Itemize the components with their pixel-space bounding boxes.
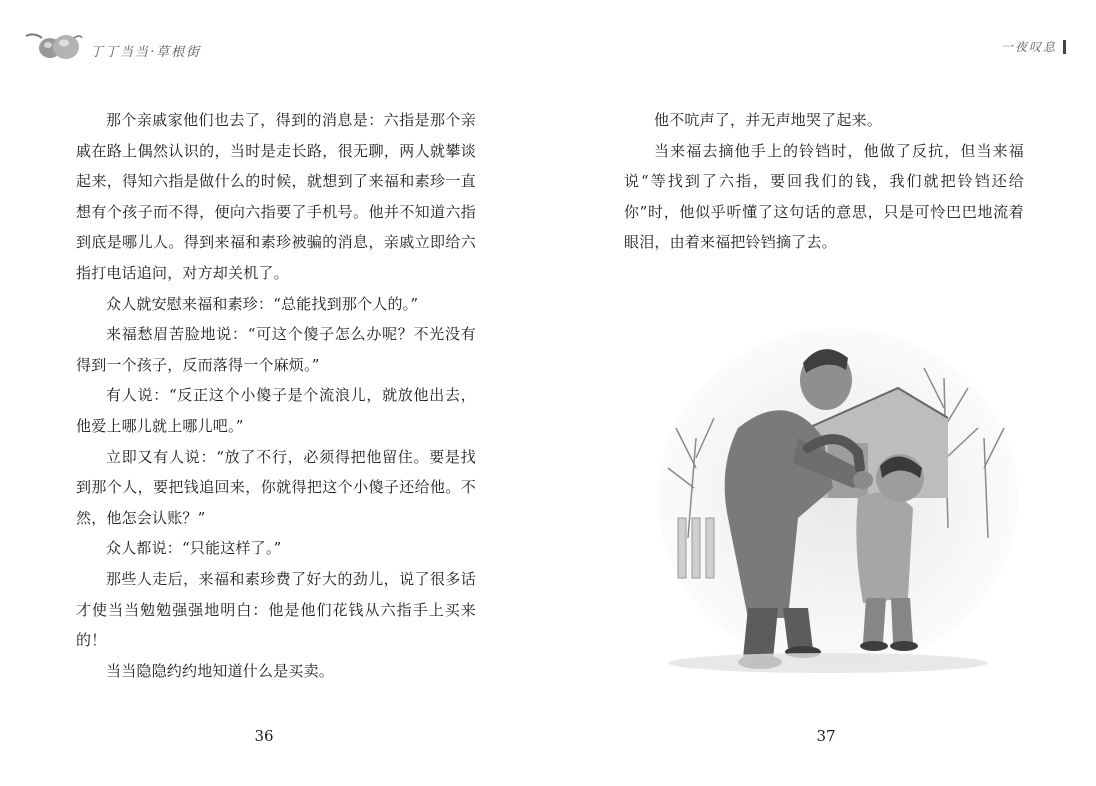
illustration-man-and-child [648,318,1018,678]
right-page [548,0,1096,786]
paragraph: 那个亲戚家他们也去了，得到的消息是：六指是那个亲戚在路上偶然认识的，当时是走长路，很无聊，两人就攀谈起来，得知六指是做什么的时候，就想到了来福和素珍一直想有个孩子而不得，便向六指要了手机号。他并不知道六指到底是哪儿人。得到来福和素珍被骗的消息，亲戚立即给六指打电话追问，对方却关机了。 [76,111,476,282]
paragraph: 他不吭声了，并无声地哭了起来。 [654,111,883,129]
paragraph: 众人就安慰来福和素珍：“总能找到那个人的。” [106,294,419,313]
page-number: 37 [816,727,836,745]
chapter-title: 一夜叹息 [1000,40,1057,54]
gourd-logo-icon [24,30,84,64]
paragraph: 当当隐隐约约地知道什么是买卖。 [106,661,335,680]
paragraph: 那些人走后，来福和素珍费了好大的劲儿，说了很多话才使当当勉勉强强地明白：他是他们花钱从六指手上买来的！ [76,569,476,650]
page-number: 36 [254,727,274,745]
left-text-block [76,105,476,686]
right-text-block [624,105,1024,258]
chapter-header [1001,38,1066,55]
paragraph: 众人都说：“只能这样了。” [106,539,282,558]
paragraph: 立即又有人说：“放了不行，必须得把他留住。要是找到那个人，要把钱追回来，你就得把这个小傻子还给他。不然，他怎会认账？” [76,447,476,527]
paragraph: 当来福去摘他手上的铃铛时，他做了反抗，但当来福说“等找到了六指，要回我们的钱，我们就把铃铛还给你”时，他似乎听懂了这句话的意思，只是可怜巴巴地流着眼泪，由着来福把铃铛摘了去。 [624,141,1024,252]
paragraph: 有人说：“反正这个小傻子是个流浪儿，就放他出去，他爱上哪儿就上哪儿吧。” [76,386,476,435]
paragraph: 来福愁眉苦脸地说：“可这个傻子怎么办呢？不光没有得到一个孩子，反而落得一个麻烦。” [76,325,476,374]
chapter-marker [1063,40,1066,54]
series-header [24,30,201,64]
series-title: 丁丁当当·草根街 [90,44,202,60]
